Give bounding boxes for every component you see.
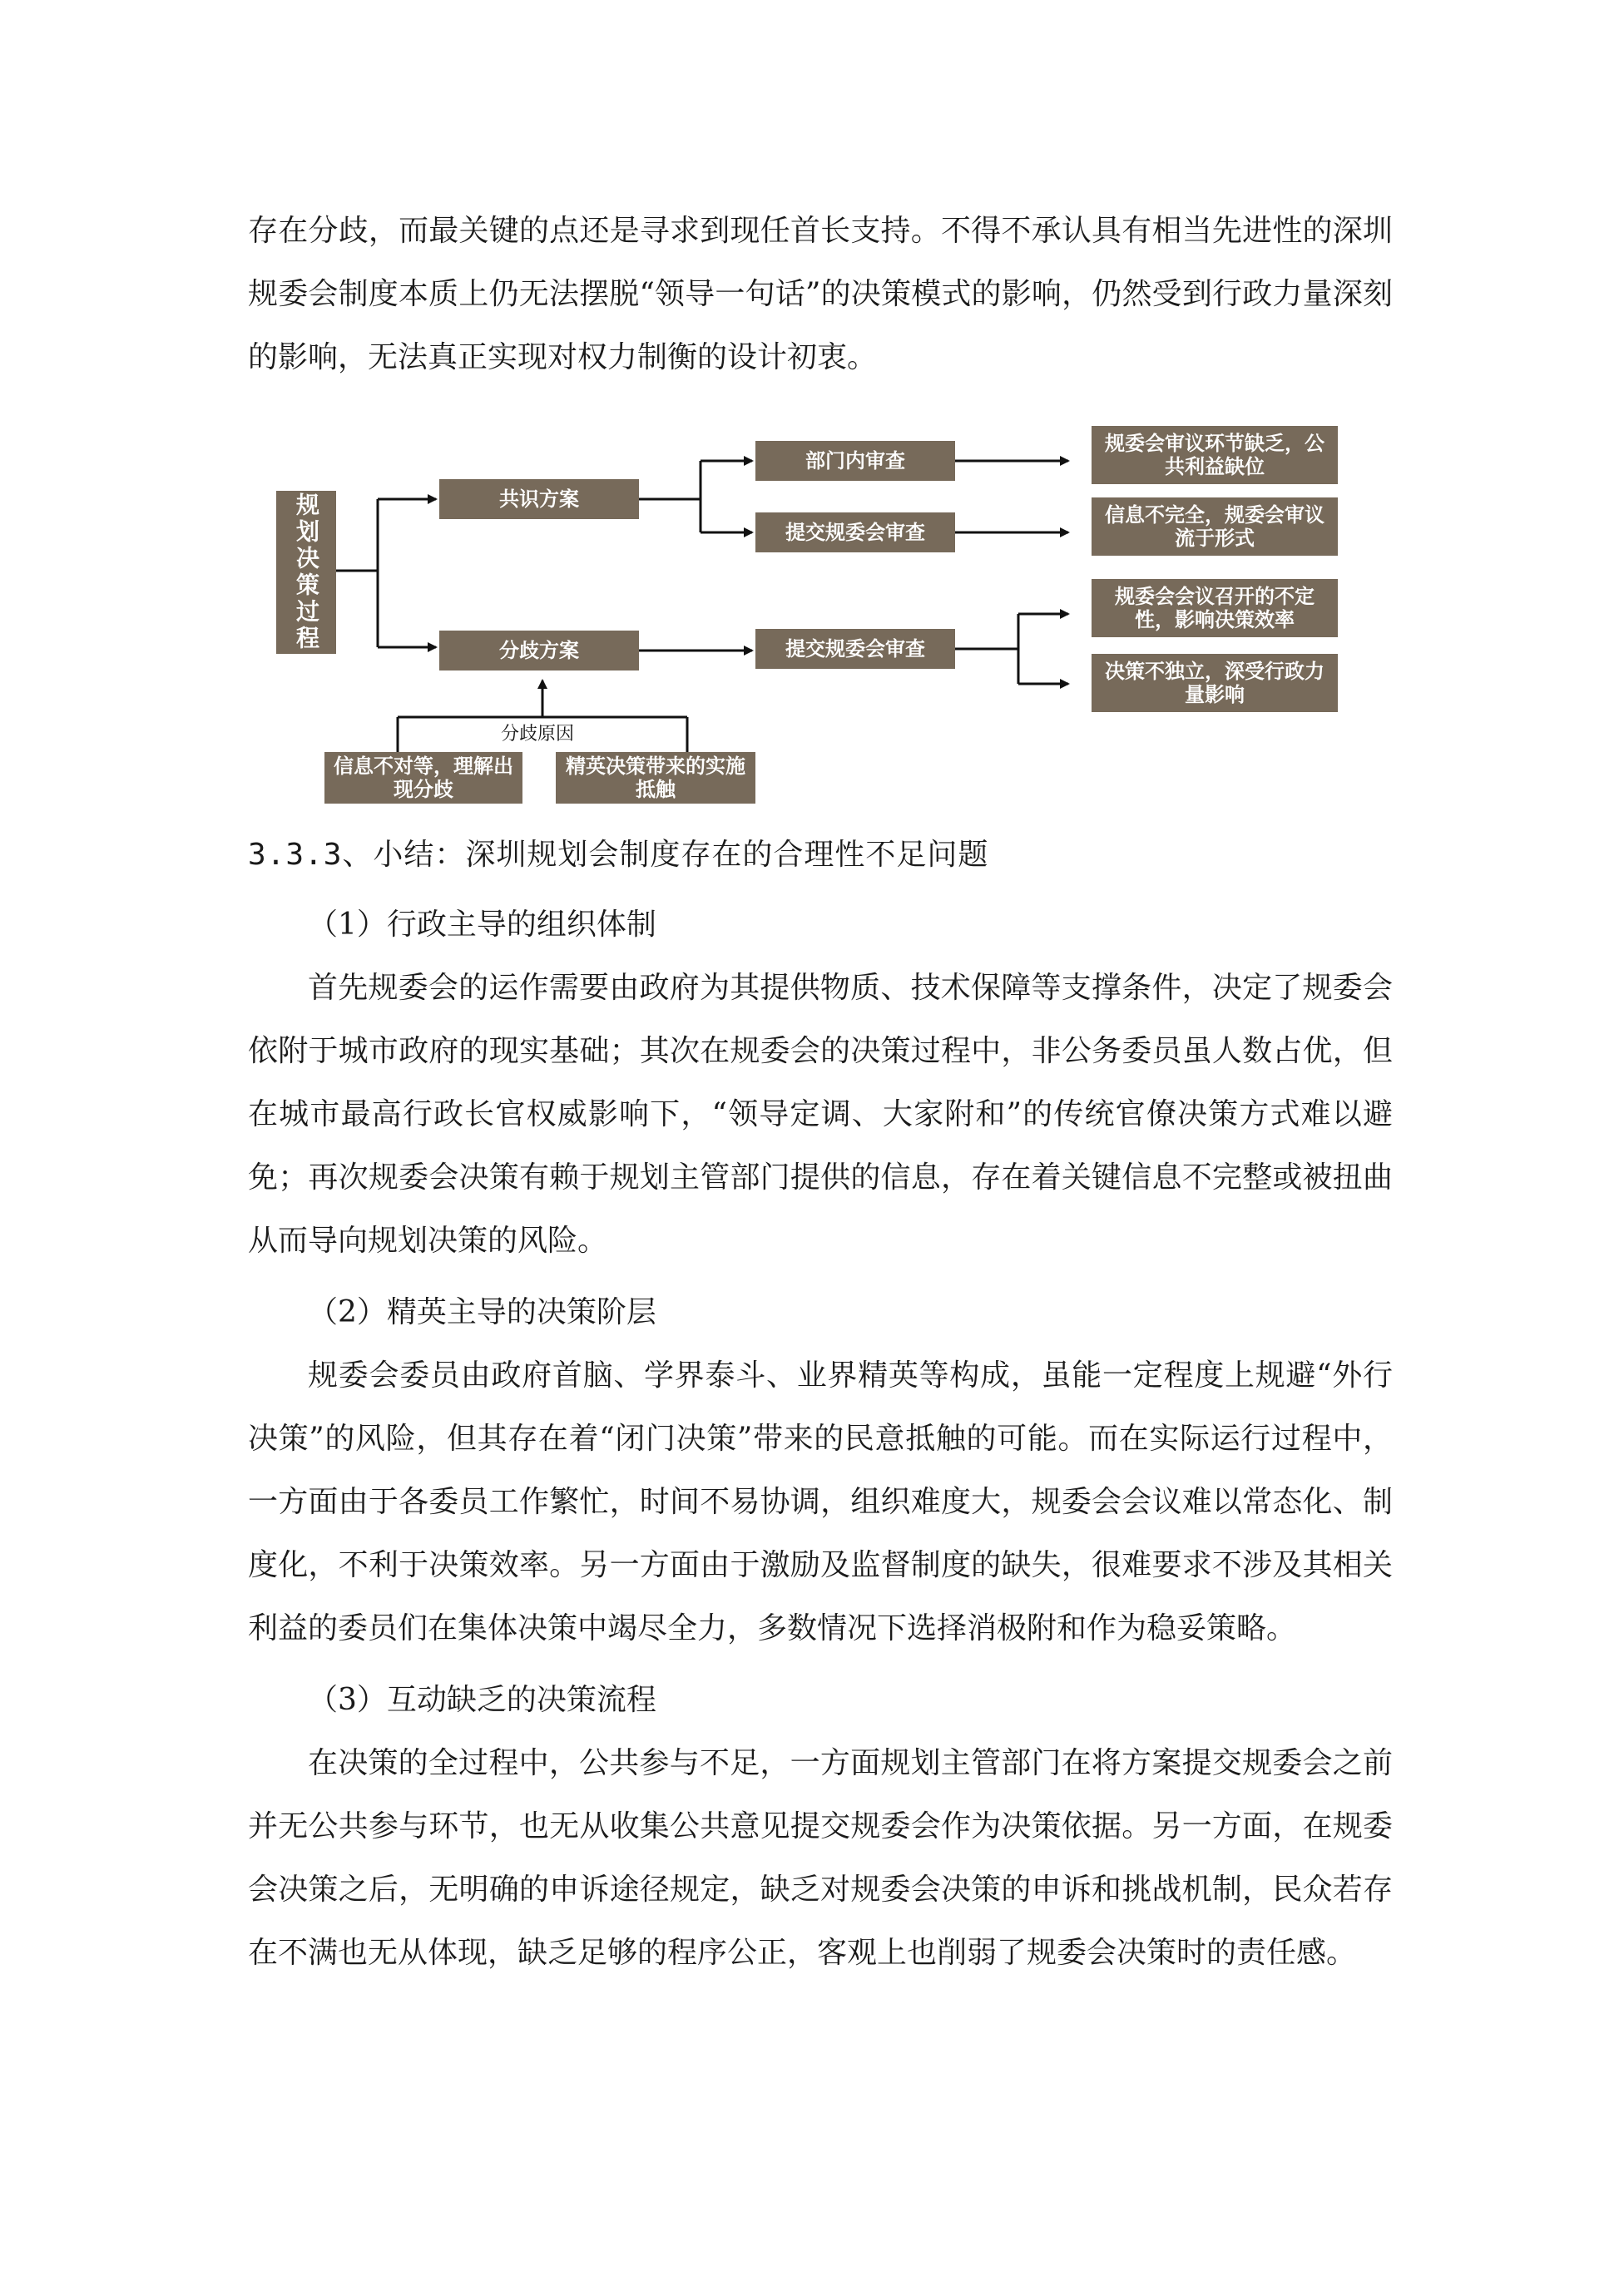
node-consensus: 共识方案 [439, 479, 639, 519]
intro-paragraph: 存在分歧，而最关键的点还是寻求到现任首长支持。不得不承认具有相当先进性的深圳规委会制度本质上仍无法摆脱“领导一句话”的决策模式的影响，仍然受到行政力量深刻的影响，无法真正实现对权力制衡的设计初衷。 [248, 214, 1393, 374]
cause-label: 分歧原因 [496, 720, 579, 745]
section-heading: 3.3.3、小结：深圳规划会制度存在的合理性不足问题 [248, 838, 989, 872]
flowchart-connectors [0, 0, 1624, 832]
node-result-4: 决策不独立，深受行政力量影响 [1092, 654, 1338, 712]
node-result-1: 规委会审议环节缺乏，公共利益缺位 [1092, 426, 1338, 484]
subheading-2: （2）精英主导的决策阶层 [308, 1295, 656, 1329]
node-result-2: 信息不完全，规委会审议流于形式 [1092, 497, 1338, 556]
node-submit-review-b: 提交规委会审查 [755, 629, 955, 669]
subheading-1: （1）行政主导的组织体制 [308, 908, 656, 942]
node-result-3: 规委会会议召开的不定性，影响决策效率 [1092, 579, 1338, 637]
paragraph-2: 规委会委员由政府首脑、学界泰斗、业界精英等构成，虽能一定程度上规避“外行决策”的风险，但其存在着“闭门决策”带来的民意抵触的可能。而在实际运行过程中，一方面由于各委员工作繁忙，时间不易协调，组织难度大，规委会会议难以常态化、制度化，不利于决策效率。另一方面由于激励及监督制度的缺失，很难要求不涉及其相关利益的委员们在集体决策中竭尽全力，多数情况下选择消极附和作为稳妥策略。 [248, 1358, 1393, 1645]
node-cause-1: 信息不对等，理解出现分歧 [324, 752, 522, 804]
paragraph-1: 首先规委会的运作需要由政府为其提供物质、技术保障等支撑条件，决定了规委会依附于城市政府的现实基础；其次在规委会的决策过程中，非公务委员虽人数占优，但在城市最高行政长官权威影响下，“领导定调、大家附和”的传统官僚决策方式难以避免；再次规委会决策有赖于规划主管部门提供的信息，存在着关键信息不完整或被扭曲从而导向规划决策的风险。 [248, 971, 1393, 1258]
subheading-3: （3）互动缺乏的决策流程 [308, 1683, 656, 1717]
node-cause-2: 精英决策带来的实施抵触 [556, 752, 755, 804]
paragraph-3: 在决策的全过程中，公共参与不足，一方面规划主管部门在将方案提交规委会之前并无公共参与环节，也无从收集公共意见提交规委会作为决策依据。另一方面，在规委会决策之后，无明确的申诉途径规定，缺乏对规委会决策的申诉和挑战机制，民众若存在不满也无从体现，缺乏足够的程序公正，客观上也削弱了规委会决策时的责任感。 [248, 1746, 1393, 1970]
node-divergent: 分歧方案 [439, 631, 639, 670]
node-submit-review-a: 提交规委会审查 [755, 512, 955, 552]
node-root: 规划决策过程 [276, 491, 336, 654]
node-dept-review: 部门内审查 [755, 441, 955, 481]
